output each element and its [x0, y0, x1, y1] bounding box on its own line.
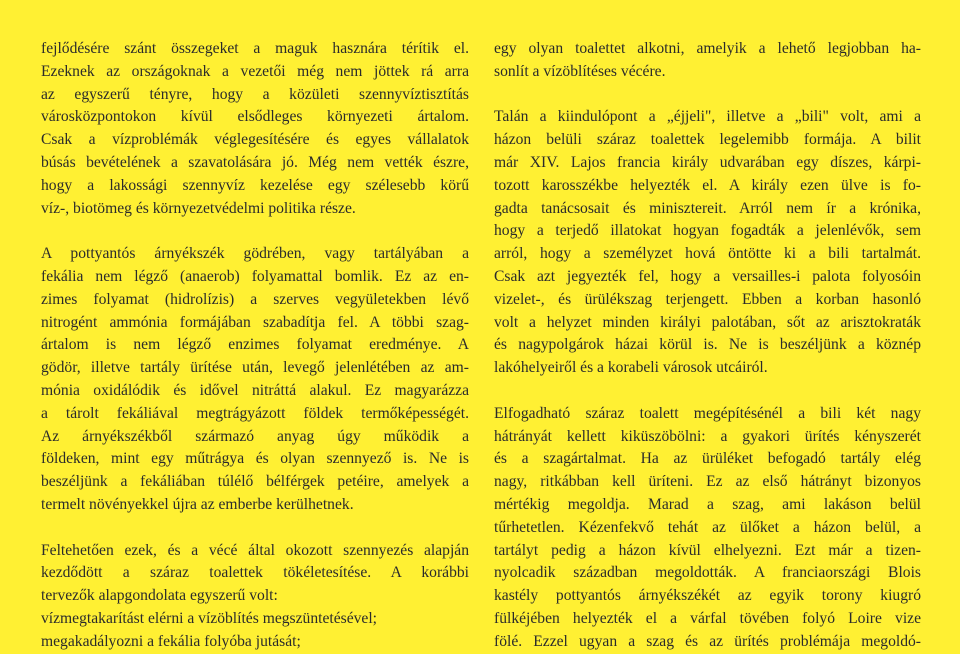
- text-line: hátrányát kellett kiküszöbölni: a gyakori ürítés kényszerét: [494, 427, 921, 445]
- text-line: Ezeknek az országoknak a vezetői még nem jöttek rá arra: [41, 62, 469, 80]
- text-line: zimes folyamat (hidrolízis) a szerves vegyületekben lévő: [41, 290, 469, 308]
- text-line: nagy, ritkábban kell üríteni. Ez az első hátrányt bizonyos: [494, 473, 921, 491]
- text-line: házon belüli száraz toalettek legelemibb formája. A bilit: [494, 131, 921, 149]
- paragraph-spacer: [41, 517, 469, 540]
- text-line: víz-, biotömeg és környezetvédelmi politika része.: [41, 199, 356, 217]
- text-line: lakóhelyeiről és a korabeli városok utcáiról.: [494, 359, 768, 377]
- text-line: volt a helyzet minden királyi palotában, sőt az arisztokraták: [494, 313, 921, 331]
- text-line: földeken, mint egy műtrágya és olyan szennyező is. Ne is: [41, 450, 469, 468]
- text-line: fülkéjében helyezték el a várfal tövében folyó Loire vize: [494, 609, 921, 627]
- text-line: Elfogadható száraz toalett megépítésénél a bili két nagy: [494, 404, 921, 422]
- text-line: tozott karosszékbe helyezték el. A király ezen ülve is fo-: [494, 176, 921, 194]
- text-line: tartályt pedig a házon kívül elhelyezni. Ezt már a tizen-: [494, 541, 921, 559]
- right-paragraph-3: [494, 403, 921, 654]
- right-paragraph-2: [494, 106, 921, 380]
- text-line: vizelet-, és ürülékszag terjengett. Ebben a korban hasonló: [494, 290, 921, 308]
- text-line: egy olyan toalettet alkotni, amelyik a lehető legjobban ha-: [494, 40, 921, 57]
- left-column: [41, 38, 469, 654]
- left-paragraph-2: [41, 243, 469, 517]
- left-paragraph-1: [41, 38, 469, 220]
- text-line: a tárolt fekáliával megtrágyázott földek termőképességét.: [41, 404, 469, 422]
- text-line: fejlődésére szánt összegeket a maguk hasznára térítik el.: [41, 40, 469, 57]
- text-line: kezdődött a száraz toalettek tökéletesítése. A korábbi: [41, 564, 469, 582]
- text-line: már XIV. Lajos francia király udvarában egy díszes, kárpi-: [494, 153, 921, 171]
- paragraph-spacer: [494, 84, 921, 107]
- text-line: tervezők alapgondolata egyszerű volt:: [41, 587, 278, 605]
- text-line: tűrhetetlen. Kézenfekvő tehát az ülőket a házon belül, a: [494, 518, 921, 536]
- paragraph-spacer: [41, 220, 469, 243]
- text-line: Az árnyékszékből származó anyag úgy működik a: [41, 427, 469, 445]
- text-line: nyolcadik században megoldották. A franciaországi Blois: [494, 564, 921, 582]
- text-line: fölé. Ezzel ugyan a szag és az ürítés problémája megoldó-: [494, 632, 921, 650]
- text-line: hogy a lakossági szennyvíz kezelése egy szélesebb körű: [41, 176, 469, 194]
- text-line: fekália nem légző (anaerob) folyamattal bomlik. Ez az en-: [41, 267, 469, 285]
- text-line: A pottyantós árnyékszék gödrében, vagy tartályában a: [41, 245, 469, 263]
- text-line: búsás bevételének a szavatolására jó. Még nem vették észre,: [41, 153, 469, 171]
- text-line: mónia oxidálódik és idővel nitráttá alakul. Ez magyarázza: [41, 381, 469, 399]
- text-line: gadta tanácsosait és minisztereit. Arról nem ír a krónika,: [494, 199, 921, 217]
- right-paragraph-1: [494, 38, 921, 84]
- text-line: megakadályozni a fekália folyóba jutását;: [41, 632, 301, 650]
- text-line: városközpontokon kívül elsődleges környezeti ártalom.: [41, 108, 469, 126]
- text-line: hogy a terjedő illatokat hogyan fogadták a jelenlévők, sem: [494, 222, 921, 240]
- text-line: gödör, illetve tartály ürítése után, levegő jelenlétében az am-: [41, 359, 469, 377]
- left-paragraph-3: [41, 540, 469, 654]
- text-line: és a szagártalmat. Ha az ürüléket befogadó tartály elég: [494, 450, 921, 468]
- text-line: az egyszerű tényre, hogy a közületi szennyvíztisztítás: [41, 85, 469, 103]
- text-line: kastély pottyantós árnyékszékét az egyik torony kiugró: [494, 587, 921, 605]
- text-line: arról, hogy a személyzet hová öntötte ki a bili tartalmát.: [494, 245, 921, 263]
- text-line: ártalom is nem légző enzimes folyamat eredménye. A: [41, 336, 469, 354]
- text-line: termelt növényekkel újra az emberbe kerülhetnek.: [41, 495, 354, 513]
- text-line: és nagypolgárok házai körül is. Ne is beszéljünk a köznép: [494, 336, 921, 354]
- text-line: Csak a vízproblémák véglegesítésére és egyes vállalatok: [41, 131, 469, 149]
- text-line: Csak azt jegyezték fel, hogy a versailles-i palota folyosóin: [494, 267, 921, 285]
- text-line: Talán a kiindulópont a „éjjeli", illetve a „bili" volt, ami a: [494, 108, 921, 126]
- text-line: vízmegtakarítást elérni a vízöblítés megszüntetésével;: [41, 609, 378, 627]
- right-column: [494, 38, 921, 654]
- text-line: sonlít a vízöblítéses vécére.: [494, 62, 666, 80]
- text-line: Feltehetően ezek, és a vécé által okozott szennyezés alapján: [41, 541, 469, 559]
- text-line: mértékig megoldja. Marad a szag, ami lakáson belül: [494, 495, 921, 513]
- paragraph-spacer: [494, 380, 921, 403]
- text-line: nitrogént ammónia formájában szabadítja fel. A többi szag-: [41, 313, 469, 331]
- text-line: beszéljünk a fekáliában túlélő bélférgek petéire, amelyek a: [41, 473, 469, 491]
